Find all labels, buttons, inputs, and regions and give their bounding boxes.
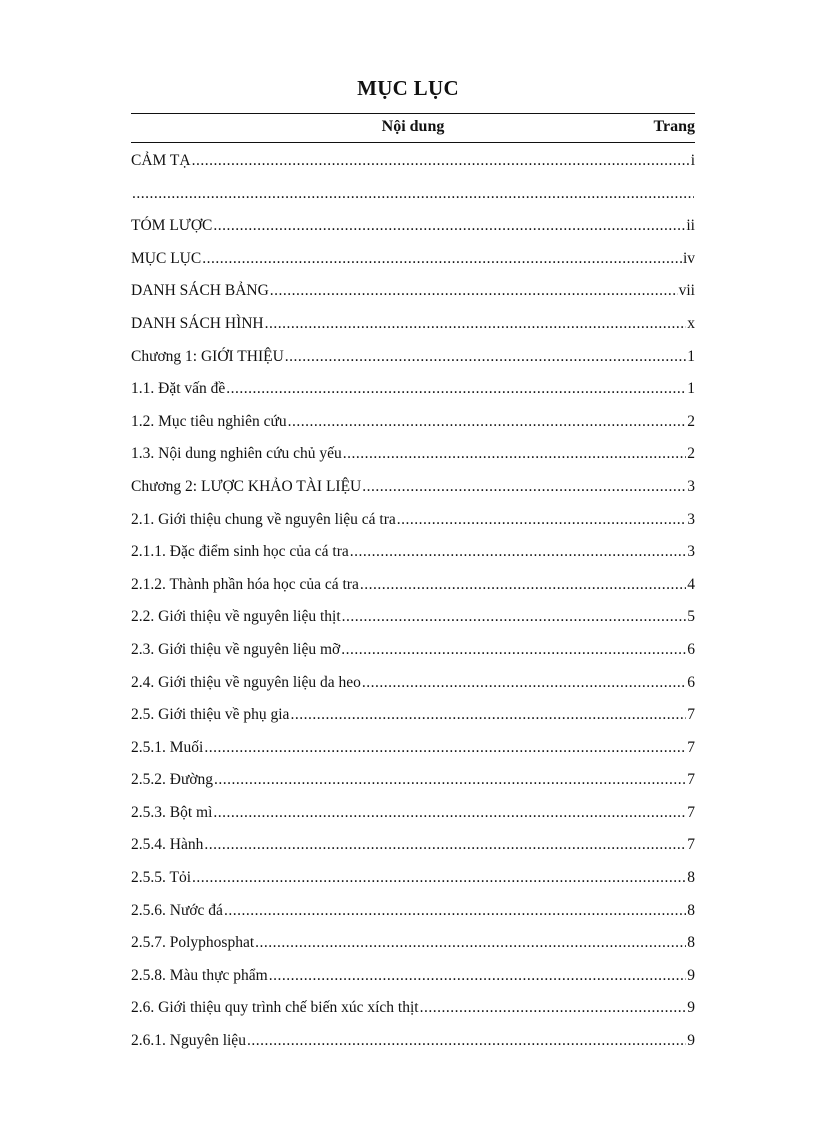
- toc-entry-page: 7: [687, 738, 695, 756]
- toc-entry[interactable]: [131, 471, 695, 504]
- dot-leader: [226, 373, 686, 406]
- toc-entry-label: 2.5.1. Muối: [131, 738, 204, 756]
- dot-leader: [270, 275, 678, 308]
- toc-entry[interactable]: [131, 438, 695, 471]
- toc-entry-label: 2.4. Giới thiệu về nguyên liệu da heo: [131, 673, 361, 691]
- dot-leader: [342, 601, 687, 634]
- toc-entry[interactable]: [131, 862, 695, 895]
- dot-leader: [343, 438, 687, 471]
- toc-entry-label: 2.1.2. Thành phần hóa học của cá tra: [131, 575, 359, 593]
- toc-entry-page: 3: [687, 510, 695, 528]
- content-column-header: Nội dung: [381, 118, 445, 135]
- toc-entry[interactable]: [131, 960, 695, 993]
- toc-entry-label: 2.6.1. Nguyên liệu: [131, 1032, 246, 1050]
- toc-entry-page: 7: [687, 771, 695, 789]
- dot-leader: [420, 992, 687, 1025]
- toc-entry[interactable]: [131, 406, 695, 439]
- toc-entry-page: 5: [687, 608, 695, 626]
- toc-entry[interactable]: [131, 210, 695, 243]
- toc-entry-page: 7: [687, 836, 695, 854]
- toc-entry-page: 1: [687, 380, 695, 398]
- toc-entry-page: iv: [682, 249, 695, 267]
- toc-entry[interactable]: [131, 699, 695, 732]
- toc-entry-page: 4: [687, 575, 695, 593]
- toc-entry-page: 2: [687, 445, 695, 463]
- toc-entry-label: 2.5.4. Hành: [131, 836, 204, 854]
- toc-entry[interactable]: [131, 341, 695, 374]
- dot-leader: [360, 569, 686, 602]
- toc-entry-label: DANH SÁCH HÌNH: [131, 314, 264, 332]
- toc-entry-page: 8: [687, 901, 695, 919]
- toc-entry[interactable]: [131, 308, 695, 341]
- toc-entry[interactable]: [131, 504, 695, 537]
- toc-entry[interactable]: [131, 829, 695, 862]
- toc-entry-label: 1.1. Đặt vấn đề: [131, 380, 226, 398]
- toc-entry-label: 2.2. Giới thiệu về nguyên liệu thịt: [131, 608, 341, 626]
- dot-leader: [350, 536, 686, 569]
- toc-entry[interactable]: [131, 764, 695, 797]
- dot-leader: [132, 178, 694, 211]
- dot-leader: [213, 210, 685, 243]
- dot-leader: [204, 732, 686, 765]
- toc-entry-label: 2.1.1. Đặc điểm sinh học của cá tra: [131, 543, 349, 561]
- toc-entry-label: 2.5. Giới thiệu về phụ gia: [131, 706, 290, 724]
- toc-entry-page: x: [687, 314, 695, 332]
- toc-entry[interactable]: [131, 927, 695, 960]
- dot-leader: [285, 341, 686, 374]
- table-of-contents: [131, 145, 695, 1058]
- page-title: MỤC LỤC: [357, 76, 459, 100]
- dot-leader: [397, 504, 687, 537]
- toc-entry-label: 1.2. Mục tiêu nghiên cứu: [131, 412, 287, 430]
- dot-leader: [202, 243, 682, 276]
- toc-entry-page: 7: [687, 803, 695, 821]
- toc-entry-page: i: [690, 152, 695, 169]
- toc-entry-page: 9: [687, 966, 695, 984]
- toc-entry[interactable]: [131, 797, 695, 830]
- toc-entry-page: 1: [687, 347, 695, 365]
- dot-leader: [341, 634, 686, 667]
- toc-entry-page: 2: [687, 412, 695, 430]
- toc-entry[interactable]: [131, 601, 695, 634]
- toc-entry-page: 6: [687, 640, 695, 658]
- toc-entry[interactable]: [131, 667, 695, 700]
- toc-entry-label: Chương 1: GIỚI THIỆU: [131, 347, 284, 365]
- toc-entry-label: 2.1. Giới thiệu chung về nguyên liệu cá tra: [131, 510, 396, 528]
- toc-entry-page: 3: [687, 543, 695, 561]
- toc-entry[interactable]: [131, 145, 695, 178]
- toc-entry-label: Chương 2: LƯỢC KHẢO TÀI LIỆU: [131, 477, 362, 495]
- toc-entry[interactable]: [131, 895, 695, 928]
- dot-leader: [288, 406, 687, 439]
- dot-leader: [214, 764, 686, 797]
- toc-header: [131, 113, 695, 143]
- toc-entry-page: vii: [678, 282, 695, 300]
- toc-entry-page: 9: [687, 999, 695, 1017]
- dot-leader: [269, 960, 687, 993]
- toc-entry[interactable]: [131, 634, 695, 667]
- toc-entry[interactable]: [131, 243, 695, 276]
- dot-leader: [247, 1025, 686, 1058]
- toc-entry-label: TÓM LƯỢC: [131, 217, 213, 235]
- toc-entry[interactable]: [131, 992, 695, 1025]
- toc-entry-label: DANH SÁCH BẢNG: [131, 282, 269, 300]
- toc-entry-label: 2.5.3. Bột mì: [131, 803, 213, 821]
- dot-leader: [204, 829, 686, 862]
- page-column-header: Trang: [653, 118, 695, 135]
- toc-entry[interactable]: [131, 732, 695, 765]
- dot-leader: [290, 699, 686, 732]
- toc-entry-label: 2.5.8. Màu thực phẩm: [131, 966, 268, 984]
- toc-entry[interactable]: [131, 178, 695, 211]
- toc-entry-label: 2.5.5. Tỏi: [131, 869, 191, 887]
- toc-entry[interactable]: [131, 275, 695, 308]
- toc-entry-page: 7: [687, 706, 695, 724]
- toc-entry-label: CẢM TẠ: [131, 152, 191, 169]
- toc-entry-label: 2.5.7. Polyphosphat: [131, 934, 255, 952]
- toc-entry-label: MỤC LỤC: [131, 249, 202, 267]
- toc-entry-page: 6: [687, 673, 695, 691]
- dot-leader: [192, 862, 686, 895]
- toc-entry[interactable]: [131, 1025, 695, 1058]
- dot-leader: [213, 797, 686, 830]
- toc-entry-page: 9: [687, 1032, 695, 1050]
- toc-entry[interactable]: [131, 373, 695, 406]
- toc-entry-label: 2.6. Giới thiệu quy trình chế biến xúc xích thịt: [131, 999, 419, 1017]
- toc-entry[interactable]: [131, 536, 695, 569]
- toc-entry-page: 8: [687, 934, 695, 952]
- toc-entry-label: 2.3. Giới thiệu về nguyên liệu mỡ: [131, 640, 341, 658]
- dot-leader: [255, 927, 686, 960]
- toc-entry-label: 2.5.6. Nước đá: [131, 901, 223, 919]
- dot-leader: [224, 895, 686, 928]
- dot-leader: [265, 308, 687, 341]
- dot-leader: [362, 667, 686, 700]
- toc-entry-page: 8: [687, 869, 695, 887]
- dot-leader: [362, 471, 686, 504]
- dot-leader: [192, 145, 690, 178]
- toc-entry[interactable]: [131, 569, 695, 602]
- toc-entry-label: 1.3. Nội dung nghiên cứu chủ yếu: [131, 445, 342, 463]
- toc-entry-page: 3: [687, 477, 695, 495]
- toc-entry-label: 2.5.2. Đường: [131, 771, 214, 789]
- toc-entry-page: ii: [686, 217, 695, 235]
